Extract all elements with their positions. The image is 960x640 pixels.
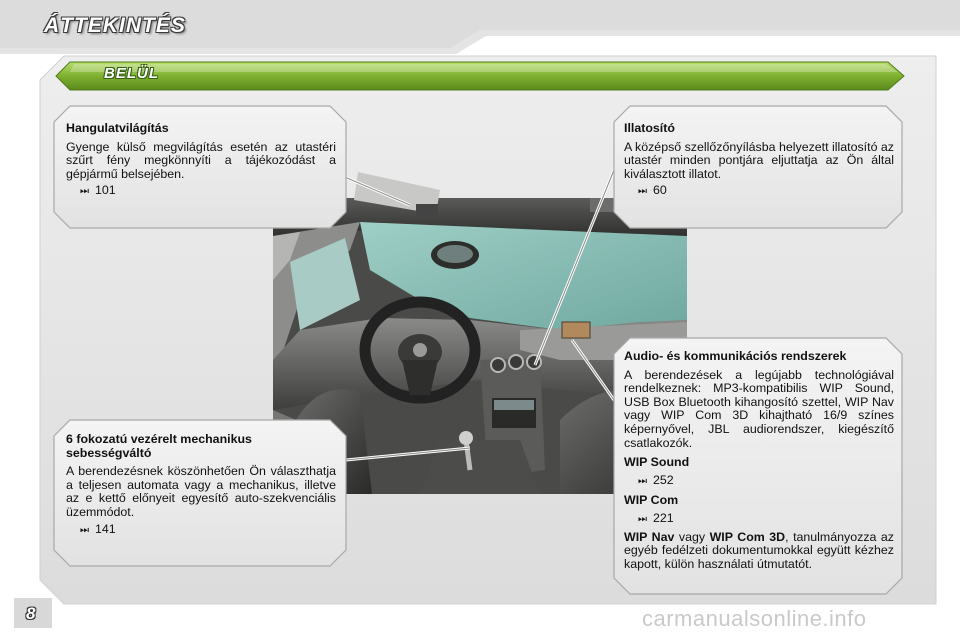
callout-text: A középső szellőzőnyílásba helyezett illatosító az utastér minden pontjára eljuttatja az Ön által kiválasztott illatot. — [624, 139, 894, 181]
callout-heading: 6 fokozatú vezérelt mechanikus sebességváltó — [66, 432, 252, 460]
wip-sound-label: WIP Sound — [624, 455, 690, 470]
page-reference-number: 221 — [653, 510, 674, 525]
conjunction: vagy — [674, 529, 710, 544]
wip-com-3d-label: WIP Com 3D — [709, 529, 786, 544]
fast-forward-icon: ⏭ — [80, 524, 89, 536]
page-reference — [80, 523, 336, 538]
page-title: ÁTTEKINTÉS — [44, 14, 186, 37]
navigation-note — [624, 531, 894, 572]
section-banner: BELÜL — [104, 65, 159, 82]
page-reference-number: 141 — [95, 521, 116, 536]
callout-heading: Audio- és kommunikációs rendszerek — [624, 349, 847, 363]
fast-forward-icon: ⏭ — [638, 475, 647, 487]
wip-nav-label: WIP Nav — [624, 529, 675, 544]
page-reference — [638, 512, 894, 527]
fast-forward-icon: ⏭ — [638, 513, 647, 525]
callout-heading: Illatosító — [624, 121, 675, 135]
wip-com-label: WIP Com — [624, 493, 679, 508]
callout-heading: Hangulatvilágítás — [66, 121, 169, 135]
callout-audio-systems — [624, 350, 894, 574]
watermark: carmanualsonline.info — [642, 606, 867, 631]
navigation-note-text: , tanulmányozza az egyéb fedélzeti dokumentumokkal együtt kézhez kapott, külön használati útmutatót. — [624, 529, 894, 571]
fast-forward-icon: ⏭ — [638, 186, 647, 198]
callout-text: A berendezések a legújabb technológiával rendelkeznek: MP3-kompatibilis WIP Sound, USB Box Bluetooth kihangosító szettel, WIP Nav vagy WIP Com 3D kihajtható 16/9 színes képernyővel, JBL audiorendszer, kiegészítő csatlakozók. — [624, 367, 894, 450]
callout-text: A berendezésnek köszönhetően Ön választhatja a teljesen automata vagy a mechanikus, illetve az e kettő előnyeit egyesítő auto-szekvenciális üzemmódot. — [66, 464, 336, 519]
page-reference — [638, 184, 894, 199]
callout-fragrance — [624, 122, 894, 202]
callout-ambient-lighting — [66, 122, 336, 202]
page-number: 8 — [26, 604, 36, 623]
page-reference-number: 252 — [653, 472, 674, 487]
page-reference-number: 60 — [653, 183, 667, 198]
page-reference — [638, 474, 894, 489]
page-reference-number: 101 — [95, 183, 116, 198]
fast-forward-icon: ⏭ — [80, 186, 89, 198]
callout-gearbox — [66, 433, 336, 540]
page-reference — [80, 184, 336, 199]
callout-text: Gyenge külső megvilágítás esetén az utastéri szűrt fény megkönnyíti a tájékozódást a gépjármű belsejében. — [66, 139, 336, 181]
